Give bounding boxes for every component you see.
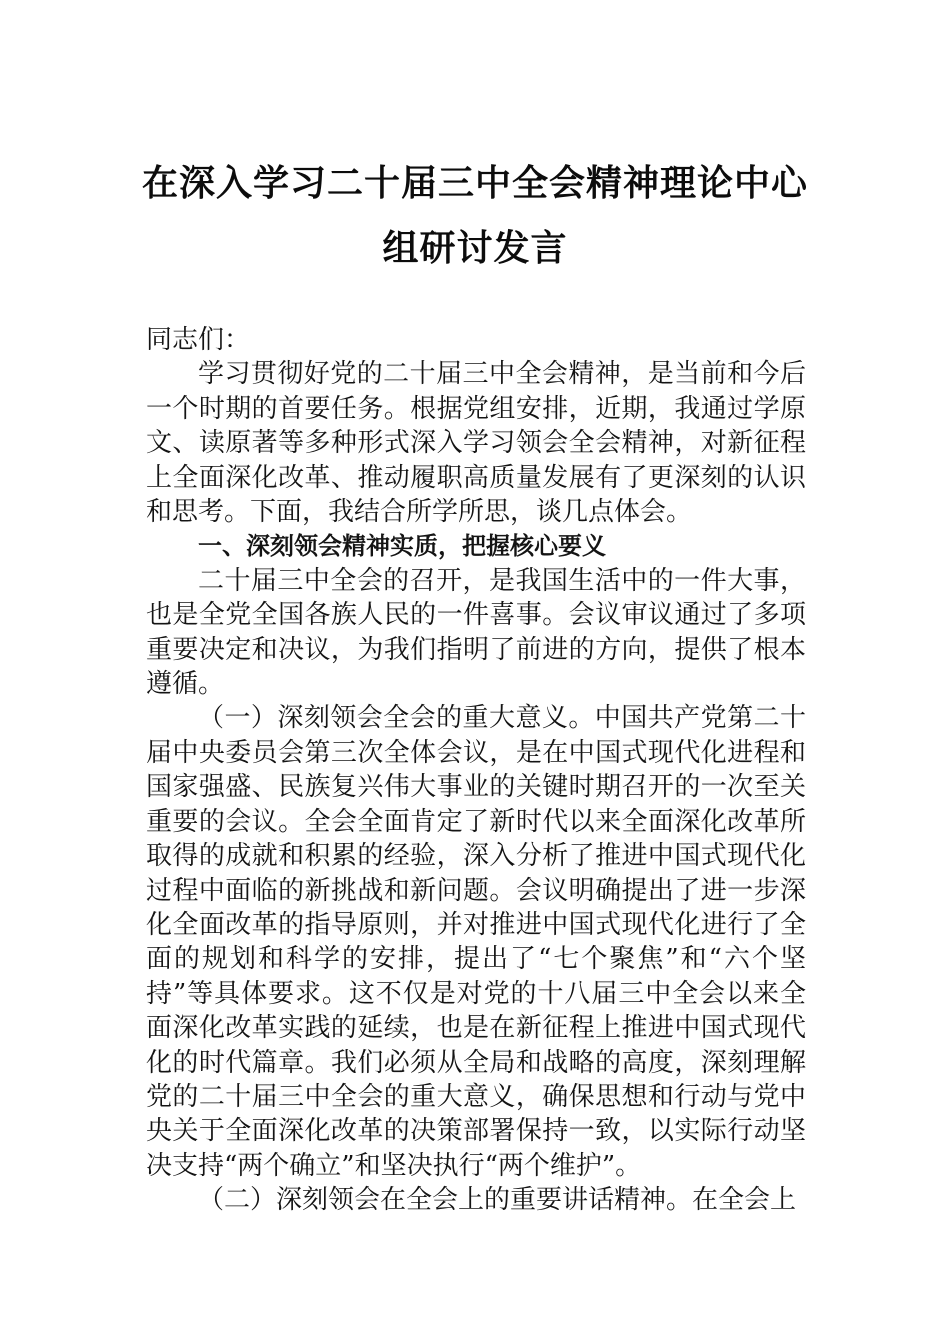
salutation: 同志们： [146,325,251,355]
document-title-line-1: 在深入学习二十届三中全会精神理论中心 [141,162,808,204]
section-heading-1: 一、深刻领会精神实质，把握核心要义 [198,532,606,561]
paragraph-intro: 学习贯彻好党的二十届三中全会精神，是当前和今后一个时期的首要任务。根据党组安排，近期，我通过学原文、读原著等多种形式深入学习领会全会精神，对新征程上全面深化改革、推动履职高质量发展有了更深刻的认识和思考。下面，我结合所学所思，谈几点体会。 [146,359,806,528]
document-body [146,323,806,1218]
paragraph-subsection-2: （二）深刻领会在全会上的重要讲话精神。在全会上 [198,1185,797,1216]
paragraph-subsection-1: （一）深刻领会全会的重大意义。中国共产党第二十届中央委员会第三次全体会议，是在中国式现代化进程和国家强盛、民族复兴伟大事业的关键时期召开的一次至关重要的会议。全会全面肯定了新时代以来全面深化改革所取得的成就和积累的经验，深入分析了推进中国式现代化过程中面临的新挑战和新问题。会议明确提出了进一步深化全面改革的指导原则，并对推进中国式现代化进行了全面的规划和科学的安排，提出了“七个聚焦”和“六个坚持”等具体要求。这不仅是对党的十八届三中全会以来全面深化改革实践的延续，也是在新征程上推进中国式现代化的时代篇章。我们必须从全局和战略的高度，深刻理解党的二十届三中全会的重大意义，确保思想和行动与党中央关于全面深化改革的决策部署保持一致，以实际行动坚决支持“两个确立”和坚决执行“两个维护”。 [146,703,806,1181]
paragraph-section-1-intro: 二十届三中全会的召开，是我国生活中的一件大事，也是全党全国各族人民的一件喜事。会议审议通过了多项重要决定和决议，为我们指明了前进的方向，提供了根本遵循。 [146,565,806,700]
document-title-line-2: 组研讨发言 [382,227,568,269]
